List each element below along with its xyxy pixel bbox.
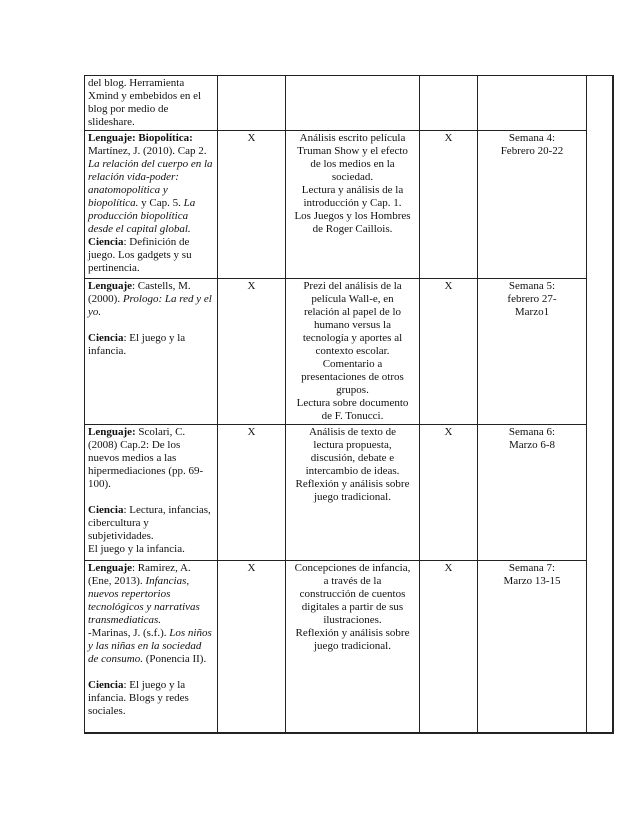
actividad-line: intercambio de ideas. (305, 465, 400, 477)
semana-line: Marzo1 (514, 306, 550, 318)
semana-cell (478, 131, 587, 279)
semana-cell (478, 561, 587, 733)
lenguaje-label: Lenguaje (88, 562, 132, 574)
contenido-line: Xmind y embebidos en el (88, 90, 202, 102)
semana-line: Semana 5: (508, 280, 556, 292)
lenguaje-label: Lenguaje: (88, 426, 136, 438)
actividad-line: Reflexión y análisis sobre (295, 627, 410, 639)
table-row (85, 425, 613, 561)
semana-line: Semana 7: (508, 562, 556, 574)
actividad-line: de los medios en la (310, 158, 395, 170)
table-row (85, 279, 613, 425)
marca1-cell (218, 425, 286, 561)
actividad-line: discusión, debate e (310, 452, 395, 464)
mark-x: X (444, 132, 453, 144)
actividad-line: construcción de cuentos (299, 588, 406, 600)
marca1-cell (218, 131, 286, 279)
contenido-cell (85, 279, 218, 425)
ciencia-text: : El juego y la infancia. (88, 332, 186, 357)
table-row (85, 561, 613, 733)
semana-line: Febrero 20-22 (500, 145, 564, 157)
reference-text: : Ramirez, A. (Ene, 2013). (88, 562, 191, 587)
actividad-line: presentaciones de otros (301, 371, 404, 383)
actividad-line: Reflexión y análisis sobre (295, 478, 410, 490)
ciencia-text: : El juego y la infancia. Blogs y redes sociales. (88, 679, 189, 717)
actividad-line: humano versus la (314, 319, 391, 331)
contenido-cell (85, 76, 218, 131)
actividad-line: Lectura y análisis de la (301, 184, 404, 196)
ciencia-text: : Definición de juego. Los gadgets y su pertinencia. (88, 236, 192, 274)
actividad-line: digitales a partir de sus (301, 601, 404, 613)
contenido-cell (85, 561, 218, 733)
actividad-line: contexto escolar. (315, 345, 390, 357)
marca2-cell (420, 76, 478, 131)
mark-x: X (247, 426, 256, 438)
ciencia-text: El juego y la infancia. (88, 543, 185, 555)
reference-title: La relación del cuerpo en la relación vida-poder: anatomopolítica y biopolítica. (88, 158, 213, 209)
ciencia-text: : Lectura, infancias, cibercultura y subjetividades. (88, 504, 211, 542)
mark-x: X (247, 132, 256, 144)
actividad-line: Los Juegos y los Hombres (294, 210, 411, 222)
actividad-line: tecnología y aportes al (302, 332, 403, 344)
marca2-cell (420, 561, 478, 733)
mark-x: X (444, 562, 453, 574)
biopolitica-label: Biopolítica: (138, 132, 193, 144)
semana-line: Marzo 6-8 (508, 439, 556, 451)
actividad-line: introducción y Cap. 1. (303, 197, 402, 209)
marca2-cell (420, 279, 478, 425)
semana-line: Semana 6: (508, 426, 556, 438)
actividad-line: juego tradicional. (314, 491, 391, 503)
semana-cell (478, 76, 587, 131)
reference-text: y Cap. 5. (141, 197, 181, 209)
reference-text: : Castells, M. (2000). (88, 280, 191, 305)
marca2-cell (420, 425, 478, 561)
extra-column (587, 76, 613, 733)
reference-text: Martínez, J. (2010). Cap 2. (88, 145, 207, 157)
semana-line: febrero 27- (507, 293, 557, 305)
actividad-cell (286, 279, 420, 425)
contenido-cell: Lenguaje: Biopolítica: Martínez, J. (2010). Cap 2. La relación del cuerpo en la relación vida-poder: anatomopolítica y biopolítica. y Cap. 5. La producción biopolítica desde el capital global. Ciencia: Definición de juego. Los gadgets y su pertinencia. (85, 131, 218, 279)
contenido-line: del blog. Herramienta (88, 77, 185, 89)
actividad-line: Análisis de texto de (308, 426, 397, 438)
ciencia-label: Ciencia (88, 679, 124, 691)
actividad-line: Truman Show y el efecto (297, 145, 408, 157)
mark-x: X (444, 280, 453, 292)
ciencia-label: Ciencia (88, 504, 124, 516)
ciencia-label: Ciencia (88, 332, 124, 344)
actividad-line: de F. Tonucci. (321, 410, 384, 422)
actividad-line: Prezi del análisis de la (303, 280, 402, 292)
actividad-line: Lectura sobre documento (296, 397, 409, 409)
actividad-line: de Roger Caillois. (312, 223, 393, 235)
contenido-line: blog por medio de (88, 103, 169, 115)
schedule-table (84, 75, 614, 734)
actividad-line: lectura propuesta, (313, 439, 392, 451)
marca2-cell (420, 131, 478, 279)
contenido-cell (85, 425, 218, 561)
reference-text: Scolari, C. (2008) Cap.2: De los nuevos medios a las hipermediaciones (pp. 69-100). (88, 426, 204, 490)
actividad-line: película Wall-e, en (311, 293, 394, 305)
actividad-line: relación al papel de lo (303, 306, 402, 318)
actividad-line: grupos. (336, 384, 369, 396)
semana-cell (478, 279, 587, 425)
semana-cell (478, 425, 587, 561)
ciencia-label: Ciencia (88, 236, 124, 248)
lenguaje-label: Lenguaje (88, 280, 132, 292)
semana-line: Semana 4: (508, 132, 556, 144)
actividad-line: Concepciones de infancia, (294, 562, 411, 574)
mark-x: X (444, 426, 453, 438)
marca1-cell (218, 76, 286, 131)
table-row (85, 131, 613, 279)
marca1-cell (218, 279, 286, 425)
contenido-line: slideshare. (88, 116, 135, 128)
lenguaje-label: Lenguaje (88, 132, 132, 144)
table-row (85, 76, 613, 131)
actividad-line: Análisis escrito película (299, 132, 406, 144)
actividad-cell (286, 561, 420, 733)
actividad-cell (286, 425, 420, 561)
reference-title: Prologo: La red y el yo. (88, 293, 212, 318)
reference-title: Los niños y las niñas en la sociedad de consumo. (88, 627, 212, 665)
reference-title: La producción biopolítica desde el capital global. (88, 197, 196, 235)
mark-x: X (247, 562, 256, 574)
marca1-cell (218, 561, 286, 733)
actividad-line: a través de la (323, 575, 382, 587)
semana-line: Marzo 13-15 (503, 575, 561, 587)
actividad-cell (286, 131, 420, 279)
actividad-line: sociedad. (331, 171, 374, 183)
reference-title: Infancias, nuevos repertorios tecnológicos y narrativas transmediaticas. (88, 575, 200, 626)
reference-text: (Ponencia II). (145, 653, 207, 665)
actividad-cell (286, 76, 420, 131)
mark-x: X (247, 280, 256, 292)
actividad-line: juego tradicional. (314, 640, 391, 652)
actividad-line: ilustraciones. (323, 614, 382, 626)
actividad-line: Comentario a (322, 358, 383, 370)
reference-text: -Marinas, J. (s.f.). (88, 627, 167, 639)
